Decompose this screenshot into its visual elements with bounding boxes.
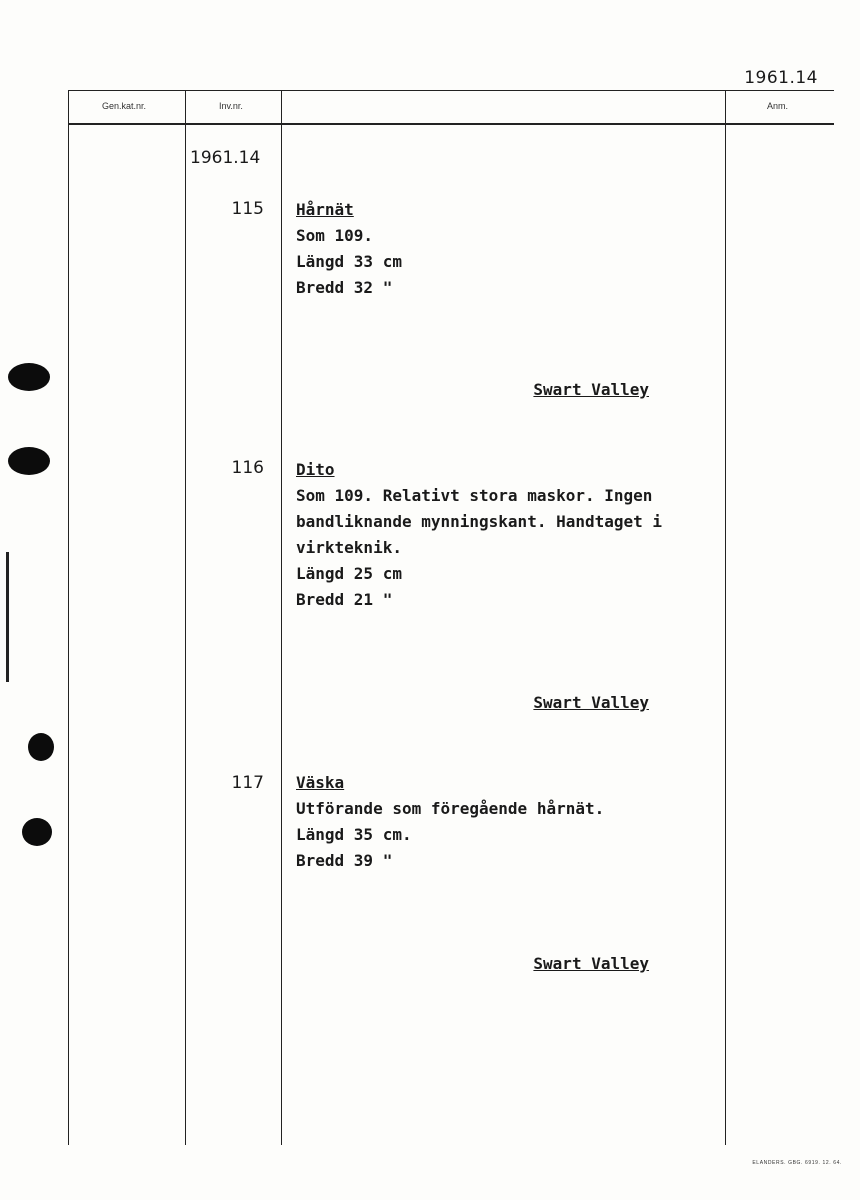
entry-location: Swart Valley [533, 380, 649, 399]
entry-description [296, 197, 706, 301]
punch-hole [8, 363, 50, 391]
margin-mark [6, 552, 9, 682]
entry-line: Längd 35 cm. [296, 825, 412, 844]
entry-title: Väska [296, 773, 345, 792]
entry-line: Längd 25 cm [296, 564, 402, 583]
inventory-number: 115 [231, 199, 264, 219]
column-header-anm: Anm. [767, 101, 789, 111]
divider-gen-inv [185, 90, 186, 1145]
entry-line: Längd 33 cm [296, 252, 402, 271]
punch-hole [28, 733, 54, 761]
header-top-rule [68, 90, 834, 91]
inventory-number: 117 [231, 773, 264, 793]
left-border [68, 90, 69, 1145]
entry-line: virkteknik. [296, 538, 402, 557]
entry-description [296, 457, 706, 613]
entry-title: Hårnät [296, 200, 354, 219]
divider-desc-anm [725, 90, 726, 1145]
entry-title: Dito [296, 460, 335, 479]
header-bottom-rule [68, 123, 834, 125]
punch-hole [22, 818, 52, 846]
entry-location: Swart Valley [533, 954, 649, 973]
column-header-inv: Inv.nr. [219, 101, 243, 111]
entry-line: Bredd 32 " [296, 278, 393, 297]
punch-hole [8, 447, 50, 475]
printer-mark: ELANDERS. GBG. 6919. 12. 64. [752, 1160, 842, 1166]
column-header-gen-kat: Gen.kat.nr. [102, 101, 147, 111]
entry-line: Som 109. [296, 226, 374, 245]
entry-line: Bredd 21 " [296, 590, 393, 609]
entry-line: Utförande som föregående hårnät. [296, 799, 605, 818]
catalog-number: 1961.14 [744, 68, 818, 88]
inventory-number: 116 [231, 458, 264, 478]
divider-inv-desc [281, 90, 282, 1145]
entry-location: Swart Valley [533, 693, 649, 712]
entry-line: bandliknande mynningskant. Handtaget i [296, 512, 663, 531]
entry-line: Som 109. Relativt stora maskor. Ingen [296, 486, 653, 505]
inventory-year: 1961.14 [190, 148, 261, 168]
entry-line: Bredd 39 " [296, 851, 393, 870]
entry-description [296, 770, 706, 874]
